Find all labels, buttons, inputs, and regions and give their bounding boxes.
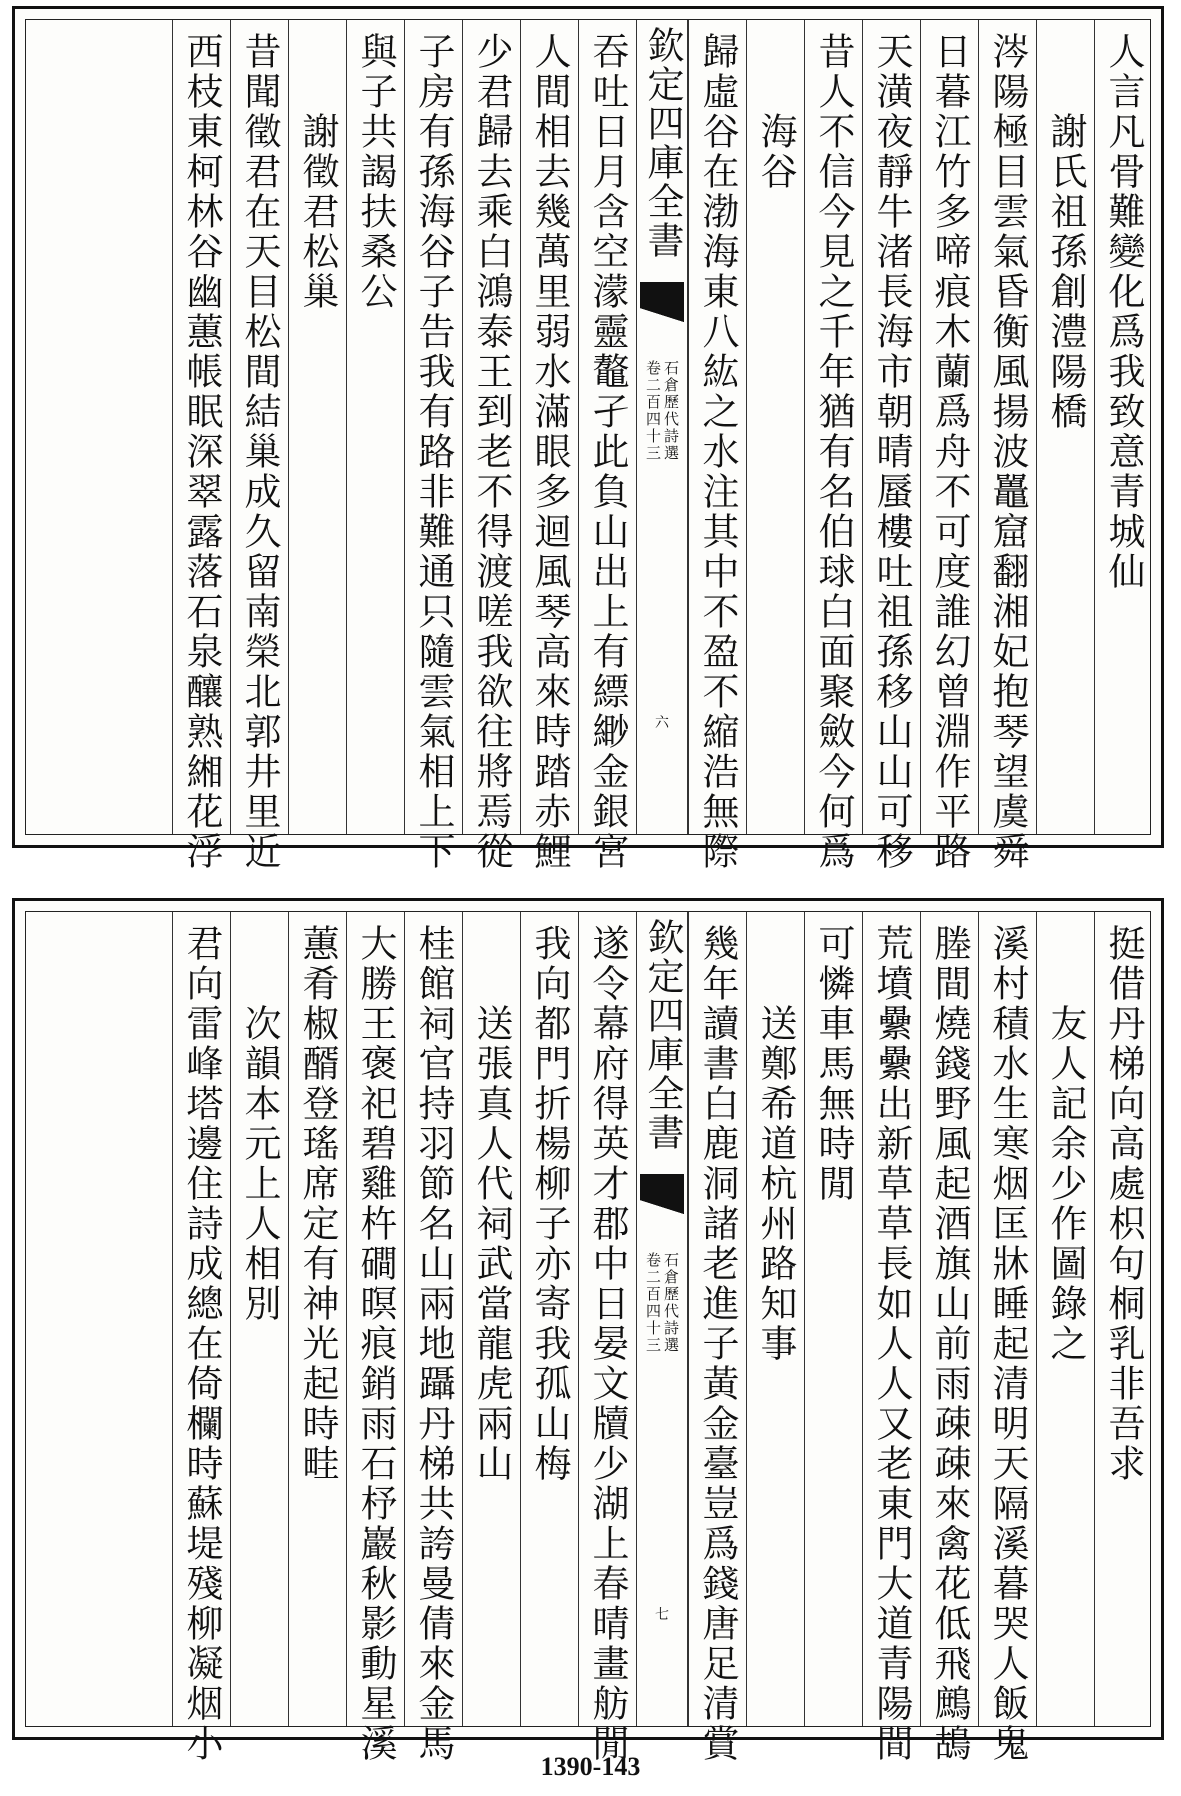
poem-line: 與子共謁扶桑公 [354,32,397,312]
text-column [520,20,578,872]
text-column [804,20,862,872]
page-number: 1390-143 [540,1752,641,1781]
text-column [172,912,230,1764]
poem-line: 挺借丹梯向高處枳句桐乳非吾求 [1102,924,1145,1484]
text-column [862,912,920,1764]
text-column [746,912,804,1726]
poem-line: 荒墳纍纍出新草草長如人人又老東門大道青陽間 [870,924,913,1764]
fish-tail-mark [640,1174,684,1200]
poem-line: 涔陽極目雲氣昏衡風揚波鼉窟翻湘妃抱琴望虞舜 [986,32,1029,872]
poem-line: 可憐車馬無時閒 [812,924,855,1204]
volume-number: 卷二百四十三 [644,1252,662,1354]
poem-line: 少君歸去乘白鴻泰王到老不得渡嗟我欲往將焉從 [470,32,513,872]
poem-line: 遂令幕府得英才郡中日晏文牘少湖上春晴畫舫閒 [586,924,629,1764]
poem-line: 溪村積水生寒烟匡牀睡起清明天隔溪暮哭人飯鬼 [986,924,1029,1764]
poem-line: 我向都門折楊柳子亦寄我孤山梅 [528,924,571,1484]
poem-title: 送張真人代祠武當龍虎兩山 [470,1004,513,1484]
poem-line: 人間相去幾萬里弱水滿眼多迴風琴高來時踏赤鯉 [528,32,571,872]
poem-line: 塍間燒錢野風起酒旗山前雨疎疎來禽花低飛鷓鴣 [928,924,971,1764]
book-banner: 欽定四庫全書 [641,918,684,1152]
poem-line: 昔聞徵君在天目松間結巢成久留南榮北郭井里近 [238,32,281,872]
text-column [978,20,1036,872]
text-column [462,912,520,1726]
top-page [12,6,1164,872]
poem-title: 謝徵君松巢 [296,112,339,312]
poem-title: 謝氏祖孫創澧陽橋 [1044,112,1087,432]
text-column [230,20,288,872]
poem-line: 吞吐日月含空濛靈鼇孑此負山出上有縹緲金銀宮 [586,32,629,872]
poem-line: 人言凡骨難變化爲我致意青城仙 [1102,32,1145,592]
poem-title: 友人記余少作圖錄之 [1044,1004,1087,1364]
text-column [688,20,746,872]
text-column [978,912,1036,1764]
poem-line: 君向雷峰塔邊住詩成總在倚欄時蘇堤殘柳凝烟小 [180,924,223,1764]
text-column [1094,20,1152,834]
text-column [688,912,746,1764]
poem-line: 蕙肴椒醑登瑤席定有神光起時畦 [296,924,339,1484]
text-column [288,20,346,834]
fish-tail-mark [640,282,684,308]
text-column [1036,912,1094,1726]
text-column [346,912,404,1764]
poem-line: 子房有孫海谷子告我有路非難通只隨雲氣相上下 [412,32,455,872]
text-column [404,20,462,872]
source-title: 石倉歷代詩選 [662,360,680,462]
text-column [746,20,804,834]
text-column [520,912,578,1726]
poem-line: 幾年讀書白鹿洞諸老進子黃金臺豈爲錢唐足清賞 [696,924,739,1764]
center-banner-column [636,912,688,1726]
text-column [404,912,462,1764]
text-column [230,912,288,1726]
text-column [920,20,978,872]
poem-line: 桂館祠官持羽節名山兩地躡丹梯共誇曼倩來金馬 [412,924,455,1764]
center-banner-column [636,20,688,834]
text-column [1094,912,1152,1726]
poem-title: 送鄭希道杭州路知事 [754,1004,797,1364]
leaf-number: 七 [655,1607,669,1623]
text-column [172,20,230,872]
text-column [462,20,520,872]
text-column [862,20,920,872]
poem-line: 大勝王褒祀碧雞杵磵暝痕銷雨石杼巖秋影動星溪 [354,924,397,1764]
volume-number: 卷二百四十三 [644,360,662,462]
poem-title: 次韻本元上人相別 [238,1004,281,1324]
poem-title: 海谷 [754,112,797,192]
source-title: 石倉歷代詩選 [662,1252,680,1354]
text-column [804,912,862,1726]
text-column [288,912,346,1726]
leaf-number: 六 [655,715,669,731]
top-page-frame [25,19,1151,872]
text-column [920,912,978,1764]
poem-line: 歸虛谷在渤海東八紘之水注其中不盈不縮浩無際 [696,32,739,872]
poem-line: 天潢夜靜牛渚長海市朝晴蜃樓吐祖孫移山山可移 [870,32,913,872]
poem-line: 西枝東柯林谷幽蕙帳眠深翠露落石泉釀熟緗花浮 [180,32,223,872]
text-column [1036,20,1094,834]
book-banner: 欽定四庫全書 [641,26,684,260]
text-column [578,912,636,1764]
text-column [346,20,404,834]
bottom-page [12,898,1164,1764]
bottom-page-frame [25,911,1151,1764]
poem-line: 昔人不信今見之千年猶有名伯球白面聚斂今何爲 [812,32,855,872]
poem-line: 日暮江竹多啼痕木蘭爲舟不可度誰幻曾淵作平路 [928,32,971,872]
text-column [578,20,636,872]
